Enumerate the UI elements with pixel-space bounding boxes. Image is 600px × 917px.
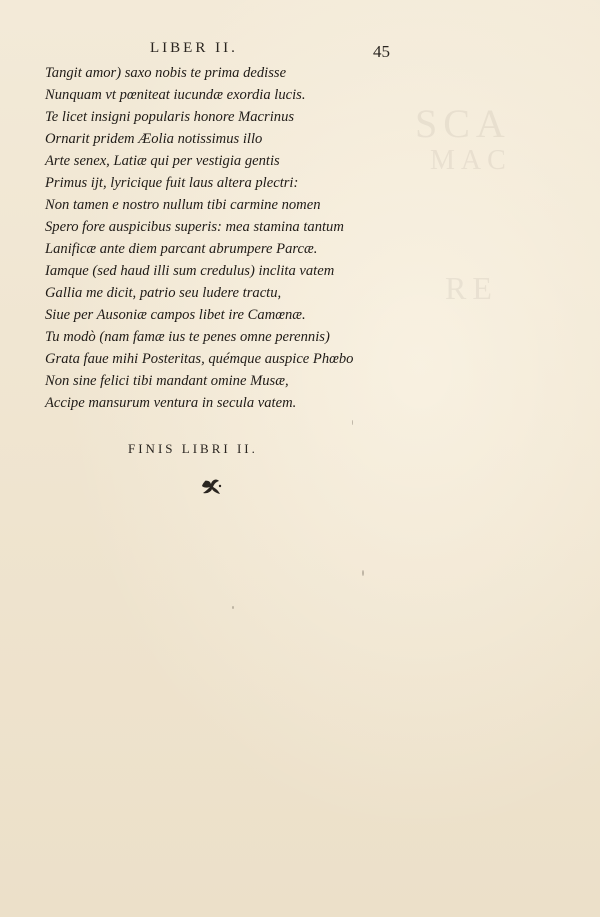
- book-end-title: FINIS LIBRI II.: [128, 441, 258, 456]
- verse-line: Non sine felici tibi mandant omine Musæ,: [45, 373, 289, 389]
- verse-line: Non tamen e nostro nullum tibi carmine nomen: [45, 197, 321, 213]
- verse-line: Accipe mansurum ventura in secula vatem.: [45, 395, 297, 411]
- show-through-text: MAC: [430, 145, 512, 176]
- show-through-text: SCA: [415, 101, 511, 146]
- verse-line: Ornarit pridem Æolia notissimus illo: [45, 131, 263, 147]
- verse-line: Lanificæ ante diem parcant abrumpere Parcæ.: [45, 241, 318, 257]
- poem-text: [45, 62, 353, 414]
- verse-line: Primus ijt, lyricique fuit laus altera plectri:: [45, 175, 299, 191]
- running-head: LIBER II.: [150, 40, 238, 56]
- verse-line: Grata faue mihi Posteritas, quémque auspice Phœbo: [45, 351, 354, 367]
- verse-line: Spero fore auspicibus superis: mea stamina tantum: [45, 219, 344, 235]
- verse-line: Tu modò (nam famæ ius te penes omne perennis): [45, 329, 330, 345]
- verse-line: Gallia me dicit, patrio seu ludere tractu,: [45, 285, 282, 301]
- show-through-text: RE: [445, 270, 498, 306]
- paper-speck: [232, 606, 234, 609]
- verse-line: Arte senex, Latiæ qui per vestigia gentis: [45, 153, 280, 169]
- verse-line: Tangit amor) saxo nobis te prima dedisse: [45, 65, 287, 81]
- fleuron-icon: [200, 476, 224, 496]
- verse-line: Nunquam vt pœniteat iucundæ exordia lucis.: [45, 87, 306, 103]
- page-number: 45: [373, 42, 390, 61]
- verse-line: Iamque (sed haud illi sum credulus) inclita vatem: [45, 263, 335, 279]
- paper-speck: [362, 570, 364, 576]
- verse-line: Te licet insigni popularis honore Macrinus: [45, 109, 295, 125]
- verse-line: Siue per Ausoniæ campos libet ire Camœnæ.: [45, 307, 306, 323]
- paper-speck: [352, 420, 353, 425]
